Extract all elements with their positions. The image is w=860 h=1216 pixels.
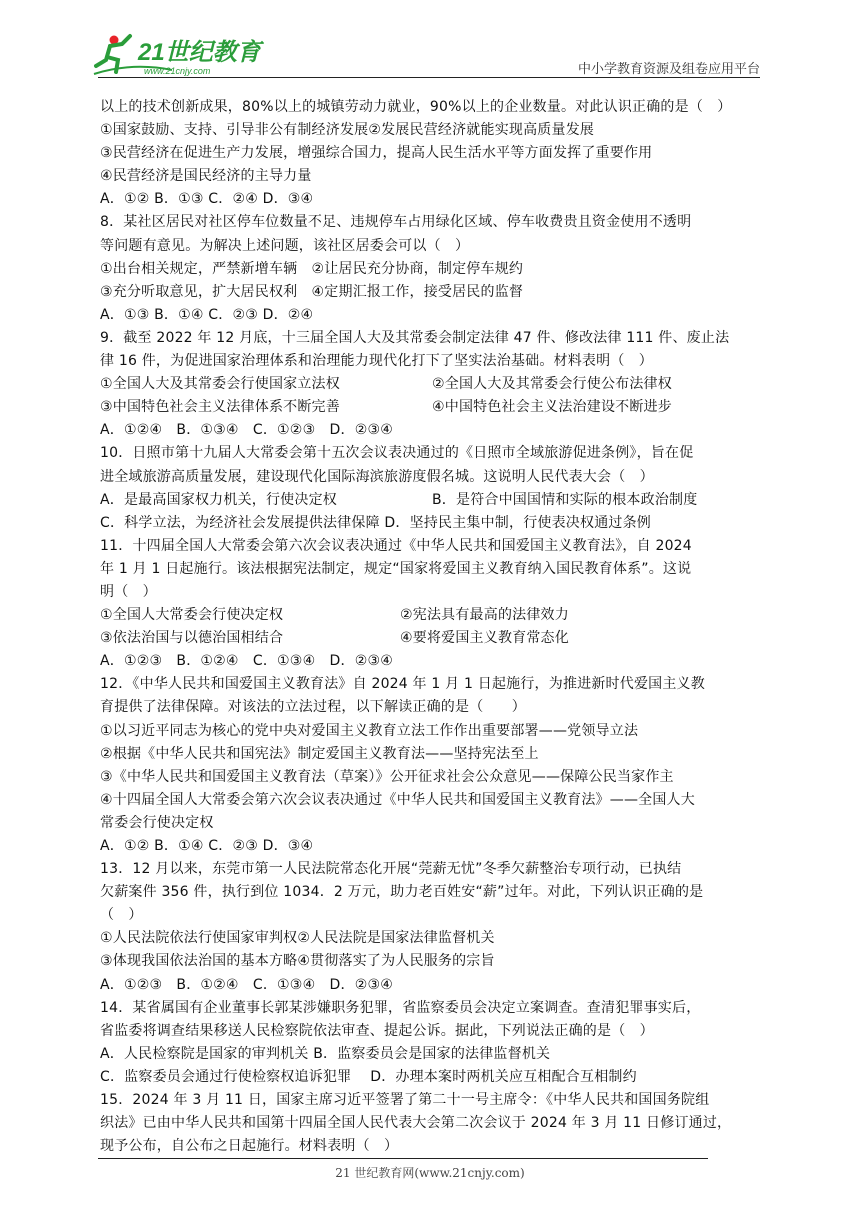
text-line: （ ） <box>100 907 143 924</box>
option-column: ②全国人大及其常委会行使公布法律权 <box>432 376 672 393</box>
footer-divider <box>98 1158 708 1159</box>
text-line: 以上的技术创新成果，80%以上的城镇劳动力就业，90%以上的企业数量。对此认识正确的是（ ） <box>100 99 732 115</box>
question-text <box>100 96 765 1158</box>
text-line: A．①② B．①③ C．②④ D．③④ <box>100 191 314 208</box>
text-line: 等问题有意见。为解决上述问题，该社区居委会可以（ ） <box>100 237 470 254</box>
text-line: ④十四届全国人大常委会第六次会议表决通过《中华人民共和国爱国主义教育法》——全国人大 <box>100 791 695 808</box>
logo-icon <box>92 30 267 80</box>
logo-text: 21世纪教育 <box>138 39 261 66</box>
text-line: 育提供了法律保障。对该法的立法过程，以下解读正确的是（ ） <box>100 699 526 716</box>
text-line <box>100 373 765 396</box>
text-line: ①国家鼓励、支持、引导非公有制经济发展②发展民营经济就能实现高质量发展 <box>100 122 595 139</box>
option-column: ④中国特色社会主义法治建设不断进步 <box>432 399 672 416</box>
text-line: ②根据《中华人民共和国宪法》制定爱国主义教育法——坚持宪法至上 <box>100 745 539 762</box>
text-line: 10．日照市第十九届人大常委会第十五次会议表决通过的《日照市全域旅游促进条例》，旨在促 <box>100 445 694 462</box>
text-line <box>100 604 765 627</box>
text-line: ①人民法院依法行使国家审判权②人民法院是国家法律监督机关 <box>100 930 495 947</box>
text-line: 12．《中华人民共和国爱国主义教育法》自 2024 年 1 月 1 日起施行，为推进新时代爱国主义教 <box>100 676 705 693</box>
text-line: 9．截至 2022 年 12 月底，十三届全国人大及其常委会制定法律 47 件、修改法律 111 件、废止法 <box>100 329 730 346</box>
header-divider <box>98 77 760 78</box>
option-column: ③依法治国与以德治国相结合 <box>100 630 284 647</box>
text-line: A．①② B．①④ C．②③ D．③④ <box>100 838 314 854</box>
logo-url: www.21cnjy.com <box>144 66 211 76</box>
text-line: ③民营经济在促进生产力发展，增强综合国力，提高人民生活水平等方面发挥了重要作用 <box>100 145 653 162</box>
option-column: ④要将爱国主义教育常态化 <box>400 630 569 647</box>
text-line <box>100 489 765 512</box>
text-line: 明（ ） <box>100 583 157 600</box>
text-line: A．①②③ B．①②④ C．①③④ D．②③④ <box>100 653 393 670</box>
option-column: A．是最高国家权力机关，行使决定权 <box>100 491 337 508</box>
option-column: ②宪法具有最高的法律效力 <box>400 607 569 624</box>
text-line: 年 1 月 1 日起施行。该法根据宪法制定，规定“国家将爱国主义教育纳入国民教育体系”。这说 <box>100 560 692 577</box>
text-line: 省监委将调查结果移送人民检察院依法审查、提起公诉。据此，下列说法正确的是（ ） <box>100 1022 654 1039</box>
text-line: ①出台相关规定，严禁新增车辆 ②让居民充分协商，制定停车规约 <box>100 260 524 277</box>
text-line: 织法》已由中华人民共和国第十四届全国人民代表大会第二次会议于 2024 年 3 月 11 日修订通过， <box>100 1115 732 1132</box>
text-line: A．①②④ B．①③④ C．①②③ D．②③④ <box>100 422 393 439</box>
text-line: ④民营经济是国民经济的主导力量 <box>100 168 312 185</box>
text-line: C．科学立法，为经济社会发展提供法律保障 D．坚持民主集中制，行使表决权通过条例 <box>100 514 652 531</box>
page-footer[interactable]: 21 世纪教育网(www.21cnjy.com) <box>335 1166 525 1180</box>
text-line: ③体现我国依法治国的基本方略④贯彻落实了为人民服务的宗旨 <box>100 953 495 970</box>
text-line: 律 16 件，为促进国家治理体系和治理能力现代化打下了坚实法治基础。材料表明（ ） <box>100 353 653 370</box>
option-column: ③中国特色社会主义法律体系不断完善 <box>100 399 340 416</box>
text-line: 13．12 月以来，东莞市第一人民法院常态化开展“莞薪无忧”冬季欠薪整治专项行动，已执结 <box>100 861 682 878</box>
text-line: C．监察委员会通过行使检察权追诉犯罪 D．办理本案时两机关应互相配合互相制约 <box>100 1068 637 1085</box>
text-line: 8．某社区居民对社区停车位数量不足、违规停车占用绿化区域、停车收费贵且资金使用不透明 <box>100 214 692 231</box>
text-line: 常委会行使决定权 <box>100 814 214 831</box>
text-line: ①以习近平同志为核心的党中央对爱国主义教育立法工作作出重要部署——党领导立法 <box>100 722 639 739</box>
option-column: ①全国人大及其常委会行使国家立法权 <box>100 376 340 393</box>
text-line: A．人民检察院是国家的审判机关 B．监察委员会是国家的法律监督机关 <box>100 1045 551 1062</box>
option-column: B．是符合中国国情和实际的根本政治制度 <box>432 491 698 508</box>
text-line: 11．十四届全国人大常委会第六次会议表决通过《中华人民共和国爱国主义教育法》，自 2024 <box>100 537 692 554</box>
text-line: 15．2024 年 3 月 11 日，国家主席习近平签署了第二十一号主席令：《中华人民共和国国务院组 <box>100 1092 710 1109</box>
page-header <box>0 0 860 84</box>
text-line <box>100 627 765 650</box>
site-logo[interactable] <box>92 30 267 80</box>
text-line: ③充分听取意见，扩大居民权利 ④定期汇报工作，接受居民的监督 <box>100 283 524 300</box>
text-line: 现予公布，自公布之日起施行。材料表明（ ） <box>100 1138 399 1155</box>
text-line: A．①②③ B．①②④ C．①③④ D．②③④ <box>100 976 393 993</box>
text-line <box>100 396 765 419</box>
option-column: ①全国人大常委会行使决定权 <box>100 607 284 624</box>
text-line: 14．某省属国有企业董事长郭某涉嫌职务犯罪，省监察委员会决定立案调查。查清犯罪事实后， <box>100 999 701 1016</box>
text-line: ③《中华人民共和国爱国主义教育法（草案）》公开征求社会公众意见——保障公民当家作主 <box>100 768 674 785</box>
text-line: 欠薪案件 356 件，执行到位 1034．2 万元，助力老百姓安“薪”过年。对此，下列认识正确的是 <box>100 884 704 901</box>
text-line: 进全域旅游高质量发展，建设现代化国际海滨旅游度假名城。这说明人民代表大会（ ） <box>100 468 654 485</box>
platform-name: 中小学教育资源及组卷应用平台 <box>577 62 760 77</box>
text-line: A．①③ B．①④ C．②③ D．②④ <box>100 306 314 323</box>
